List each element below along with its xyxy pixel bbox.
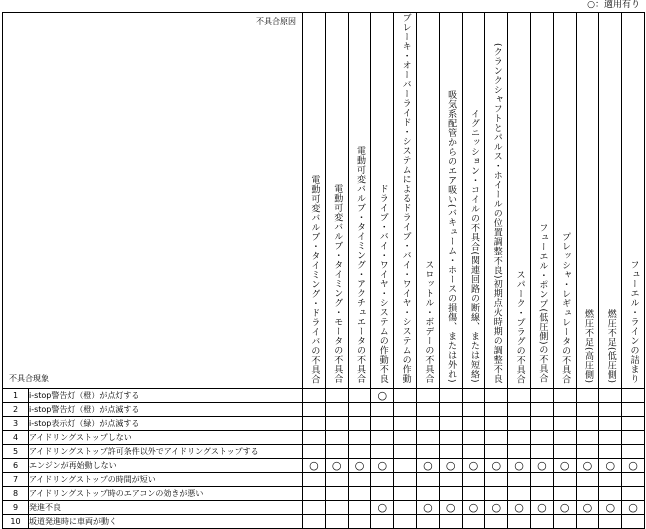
phenomenon-text: エンジンが再始動しない <box>29 458 303 472</box>
applicable-mark: ○ <box>325 458 348 472</box>
applicable-mark <box>394 402 417 416</box>
applicable-mark <box>599 444 622 458</box>
applicable-mark: ○ <box>371 500 394 514</box>
cause-header-8 <box>462 13 485 389</box>
applicable-mark <box>416 472 439 486</box>
applicable-mark <box>553 444 576 458</box>
applicable-mark <box>485 402 508 416</box>
applicable-mark <box>394 430 417 444</box>
row-number: 10 <box>3 514 29 528</box>
applicable-mark <box>485 416 508 430</box>
legend: ○：適用有り <box>587 0 640 10</box>
applicable-mark <box>530 444 553 458</box>
applicable-mark: ○ <box>553 458 576 472</box>
cause-label: フューエル・ラインの詰まり <box>628 260 639 384</box>
cause-axis-label: 不具合原因 <box>256 17 296 26</box>
applicable-mark <box>462 388 485 402</box>
cause-label: 吸気系配管からのエア吸い(バキューム・ホースの損傷、または外れ) <box>446 90 457 384</box>
applicable-mark <box>530 430 553 444</box>
applicable-mark <box>303 402 326 416</box>
applicable-mark <box>394 388 417 402</box>
applicable-mark: ○ <box>508 500 531 514</box>
applicable-mark <box>622 486 645 500</box>
applicable-mark <box>576 402 599 416</box>
applicable-mark <box>508 486 531 500</box>
applicable-mark <box>439 472 462 486</box>
applicable-mark <box>303 500 326 514</box>
applicable-mark <box>530 472 553 486</box>
row-number: 2 <box>3 402 29 416</box>
applicable-mark: ○ <box>462 458 485 472</box>
applicable-mark <box>530 402 553 416</box>
applicable-mark: ○ <box>439 500 462 514</box>
applicable-mark <box>325 444 348 458</box>
applicable-mark <box>530 486 553 500</box>
applicable-mark <box>576 444 599 458</box>
applicable-mark <box>348 430 371 444</box>
cause-label: フューエル・ポンプ(低圧側)の不具合 <box>537 223 548 384</box>
applicable-mark <box>508 416 531 430</box>
applicable-mark <box>576 472 599 486</box>
applicable-mark <box>439 444 462 458</box>
applicable-mark: ○ <box>530 500 553 514</box>
applicable-mark <box>622 472 645 486</box>
applicable-mark <box>303 444 326 458</box>
table-row <box>3 430 645 444</box>
applicable-mark <box>348 514 371 528</box>
applicable-mark <box>394 486 417 500</box>
applicable-mark <box>394 458 417 472</box>
phenomenon-text: アイドリングストップしない <box>29 430 303 444</box>
applicable-mark: ○ <box>622 500 645 514</box>
table-row <box>3 472 645 486</box>
applicable-mark <box>416 416 439 430</box>
cause-header-10 <box>508 13 531 389</box>
applicable-mark: ○ <box>485 458 508 472</box>
applicable-mark: ○ <box>599 500 622 514</box>
applicable-mark <box>599 402 622 416</box>
applicable-mark <box>439 402 462 416</box>
applicable-mark <box>485 430 508 444</box>
table-row <box>3 500 645 514</box>
applicable-mark <box>508 444 531 458</box>
phenomenon-axis-label: 不具合現象 <box>9 373 49 383</box>
cause-header-14 <box>599 13 622 389</box>
applicable-mark <box>303 472 326 486</box>
row-number: 1 <box>3 388 29 402</box>
applicable-mark <box>622 430 645 444</box>
applicable-mark <box>508 388 531 402</box>
cause-header-12 <box>553 13 576 389</box>
cause-header-2 <box>325 13 348 389</box>
applicable-mark <box>439 388 462 402</box>
applicable-mark <box>303 416 326 430</box>
cause-label: イグニッション・コイルの不具合(関連回路の断線、または短絡) <box>468 109 479 384</box>
cause-header-1 <box>303 13 326 389</box>
applicable-mark <box>348 486 371 500</box>
applicable-mark <box>508 430 531 444</box>
applicable-mark <box>576 430 599 444</box>
cause-label: 燃圧不足(高圧側) <box>582 308 593 384</box>
cause-header-13 <box>576 13 599 389</box>
applicable-mark <box>462 514 485 528</box>
applicable-mark <box>576 416 599 430</box>
applicable-mark <box>303 514 326 528</box>
corner-cell <box>3 13 303 389</box>
applicable-mark <box>576 514 599 528</box>
applicable-mark <box>439 416 462 430</box>
applicable-mark <box>622 444 645 458</box>
applicable-mark <box>348 388 371 402</box>
cause-header-11 <box>530 13 553 389</box>
applicable-mark <box>553 514 576 528</box>
applicable-mark <box>599 416 622 430</box>
cause-header-3 <box>348 13 371 389</box>
row-number: 7 <box>3 472 29 486</box>
applicable-mark <box>485 444 508 458</box>
row-number: 5 <box>3 444 29 458</box>
table-row <box>3 444 645 458</box>
applicable-mark <box>371 430 394 444</box>
cause-label: スパーク・プラグの不具合 <box>514 269 525 384</box>
row-number: 4 <box>3 430 29 444</box>
applicable-mark <box>439 514 462 528</box>
applicable-mark <box>416 514 439 528</box>
fault-matrix-table <box>2 12 645 529</box>
table-row <box>3 486 645 500</box>
applicable-mark <box>348 472 371 486</box>
table-row <box>3 402 645 416</box>
applicable-mark <box>371 402 394 416</box>
cause-label: 燃圧不足(低圧側) <box>605 308 616 384</box>
applicable-mark <box>576 388 599 402</box>
applicable-mark: ○ <box>303 458 326 472</box>
applicable-mark <box>325 388 348 402</box>
applicable-mark <box>371 472 394 486</box>
applicable-mark: ○ <box>371 388 394 402</box>
phenomenon-text: i-stop表示灯（緑）が点滅する <box>29 416 303 430</box>
applicable-mark <box>394 514 417 528</box>
applicable-mark: ○ <box>348 458 371 472</box>
applicable-mark <box>462 430 485 444</box>
applicable-mark <box>416 402 439 416</box>
applicable-mark <box>348 500 371 514</box>
applicable-mark <box>553 416 576 430</box>
applicable-mark <box>371 444 394 458</box>
applicable-mark: ○ <box>508 458 531 472</box>
applicable-mark <box>303 388 326 402</box>
applicable-mark <box>508 514 531 528</box>
phenomenon-text: アイドリングストップの時間が短い <box>29 472 303 486</box>
applicable-mark <box>462 444 485 458</box>
applicable-mark <box>622 402 645 416</box>
applicable-mark <box>303 430 326 444</box>
applicable-mark <box>348 444 371 458</box>
applicable-mark <box>462 486 485 500</box>
applicable-mark <box>553 472 576 486</box>
row-number: 3 <box>3 416 29 430</box>
applicable-mark <box>371 486 394 500</box>
cause-label: (クランクシャフトとパルス・ホイールの位置調整不良)初期点火時期の調整不良 <box>491 42 502 384</box>
applicable-mark <box>485 514 508 528</box>
cause-header-9 <box>485 13 508 389</box>
applicable-mark: ○ <box>485 500 508 514</box>
cause-label: スロットル・ボデーの不具合 <box>423 260 434 384</box>
applicable-mark <box>553 388 576 402</box>
applicable-mark <box>394 500 417 514</box>
applicable-mark <box>485 388 508 402</box>
applicable-mark <box>439 430 462 444</box>
row-number: 6 <box>3 458 29 472</box>
applicable-mark: ○ <box>371 458 394 472</box>
phenomenon-text: i-stop警告灯（橙）が点灯する <box>29 388 303 402</box>
applicable-mark <box>530 388 553 402</box>
cause-label: 電動可変バルブ・タイミング・ドライバの不具合 <box>309 174 320 384</box>
applicable-mark <box>325 416 348 430</box>
applicable-mark <box>599 472 622 486</box>
cause-label: 電動可変バルブ・タイミング・モータの不具合 <box>332 184 343 384</box>
applicable-mark <box>371 514 394 528</box>
applicable-mark: ○ <box>439 458 462 472</box>
applicable-mark <box>553 486 576 500</box>
cause-label: 電動可変バルブ・タイミング・アクチュエータの不具合 <box>354 146 365 384</box>
applicable-mark <box>348 416 371 430</box>
table-row <box>3 458 645 472</box>
applicable-mark <box>462 402 485 416</box>
applicable-mark <box>462 472 485 486</box>
applicable-mark <box>599 486 622 500</box>
header-row <box>3 13 645 389</box>
applicable-mark <box>553 402 576 416</box>
applicable-mark <box>508 402 531 416</box>
applicable-mark <box>416 388 439 402</box>
phenomenon-text: 発進不良 <box>29 500 303 514</box>
applicable-mark: ○ <box>530 458 553 472</box>
cause-header-4 <box>371 13 394 389</box>
cause-header-5 <box>394 13 417 389</box>
applicable-mark <box>439 486 462 500</box>
applicable-mark <box>416 444 439 458</box>
applicable-mark <box>325 500 348 514</box>
applicable-mark <box>530 416 553 430</box>
applicable-mark <box>394 444 417 458</box>
applicable-mark <box>416 486 439 500</box>
applicable-mark <box>530 514 553 528</box>
table-row <box>3 388 645 402</box>
applicable-mark: ○ <box>576 458 599 472</box>
applicable-mark <box>622 514 645 528</box>
applicable-mark <box>394 472 417 486</box>
row-number: 8 <box>3 486 29 500</box>
cause-header-15 <box>622 13 645 389</box>
applicable-mark <box>553 430 576 444</box>
phenomenon-text: アイドリングストップ時のエアコンの効きが悪い <box>29 486 303 500</box>
applicable-mark <box>576 486 599 500</box>
row-number: 9 <box>3 500 29 514</box>
applicable-mark: ○ <box>576 500 599 514</box>
applicable-mark <box>325 430 348 444</box>
cause-header-7 <box>439 13 462 389</box>
applicable-mark <box>599 430 622 444</box>
applicable-mark <box>303 486 326 500</box>
cause-label: ドライブ・バイ・ワイヤ・システムの作動不良 <box>377 184 388 384</box>
applicable-mark: ○ <box>553 500 576 514</box>
applicable-mark <box>508 472 531 486</box>
table-row <box>3 514 645 528</box>
applicable-mark <box>348 402 371 416</box>
applicable-mark <box>325 402 348 416</box>
phenomenon-text: 坂道発進時に車両が動く <box>29 514 303 528</box>
applicable-mark: ○ <box>462 500 485 514</box>
applicable-mark: ○ <box>622 458 645 472</box>
applicable-mark <box>462 416 485 430</box>
applicable-mark <box>394 416 417 430</box>
applicable-mark <box>325 514 348 528</box>
applicable-mark <box>622 388 645 402</box>
applicable-mark: ○ <box>599 458 622 472</box>
applicable-mark <box>325 486 348 500</box>
cause-label: ブレーキ・オーバーライド・システムによるドライブ・バイ・ワイヤ・システムの作動 <box>400 13 411 384</box>
applicable-mark <box>416 430 439 444</box>
cause-label: プレッシャ・レギュレータの不具合 <box>560 231 571 384</box>
applicable-mark <box>485 486 508 500</box>
applicable-mark <box>599 514 622 528</box>
applicable-mark <box>325 472 348 486</box>
cause-header-6 <box>416 13 439 389</box>
applicable-mark: ○ <box>416 500 439 514</box>
applicable-mark: ○ <box>416 458 439 472</box>
table-row <box>3 416 645 430</box>
phenomenon-text: i-stop警告灯（橙）が点滅する <box>29 402 303 416</box>
applicable-mark <box>599 388 622 402</box>
applicable-mark <box>622 416 645 430</box>
phenomenon-text: アイドリングストップ許可条件以外でアイドリングストップする <box>29 444 303 458</box>
applicable-mark <box>485 472 508 486</box>
applicable-mark <box>371 416 394 430</box>
